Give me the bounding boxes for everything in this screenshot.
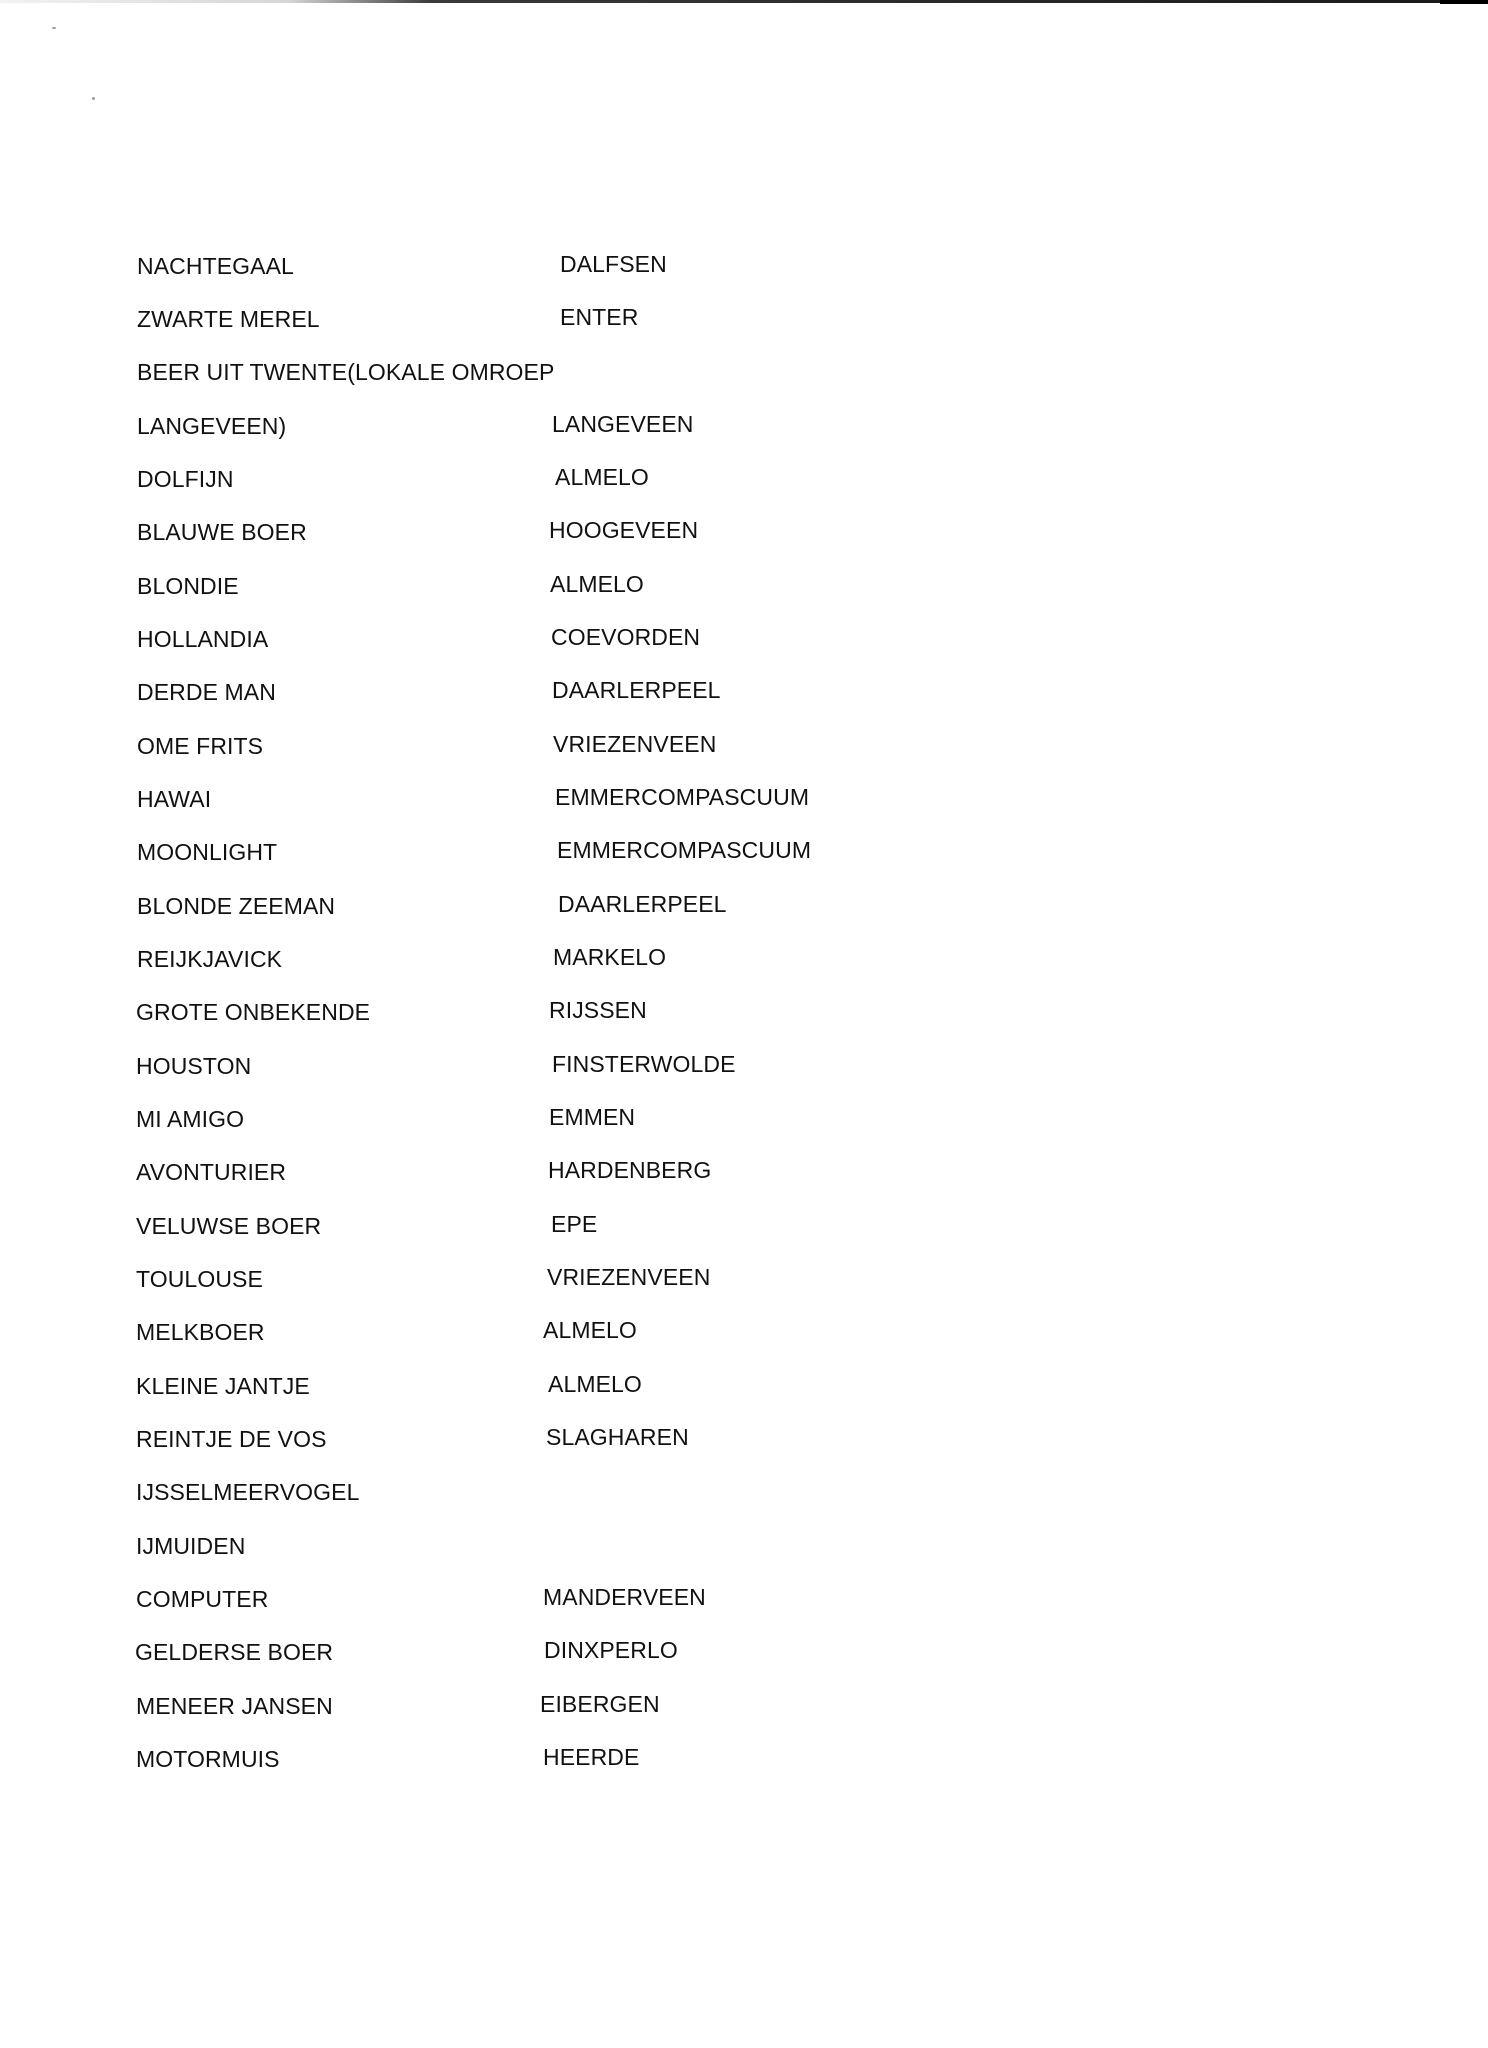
list-row: [0, 572, 1488, 612]
list-row: [0, 465, 1488, 505]
list-row: [0, 358, 1488, 398]
row-place: ALMELO: [550, 571, 644, 597]
row-place: VRIEZENVEEN: [547, 1264, 711, 1290]
row-name: AVONTURIER: [136, 1159, 287, 1185]
list-row: [0, 1638, 1488, 1678]
row-place: LANGEVEEN: [552, 411, 694, 437]
row-place: EIBERGEN: [540, 1691, 660, 1717]
row-name: MI AMIGO: [136, 1106, 245, 1132]
list-row: [0, 305, 1488, 345]
row-name: BLAUWE BOER: [137, 519, 307, 545]
row-place: HEERDE: [543, 1744, 640, 1770]
list-row: [0, 998, 1488, 1038]
row-name: BEER UIT TWENTE(LOKALE OMROEP: [137, 359, 555, 385]
row-name: LANGEVEEN): [137, 413, 287, 439]
list-row: [0, 1212, 1488, 1252]
list-row: [0, 1692, 1488, 1732]
list-row: [0, 1372, 1488, 1412]
row-place: SLAGHAREN: [546, 1424, 689, 1450]
list-row: [0, 1265, 1488, 1305]
list-row: [0, 252, 1488, 292]
row-name: GROTE ONBEKENDE: [136, 999, 371, 1025]
row-name: HOLLANDIA: [137, 626, 269, 652]
list-row: [0, 625, 1488, 665]
row-place: DALFSEN: [560, 251, 667, 277]
row-place: EMMERCOMPASCUUM: [557, 837, 812, 863]
list-row: [0, 678, 1488, 718]
row-place: MANDERVEEN: [543, 1584, 706, 1610]
row-name: VELUWSE BOER: [136, 1213, 322, 1239]
row-place: FINSTERWOLDE: [552, 1051, 736, 1077]
row-name: HAWAI: [137, 786, 212, 812]
row-place: DINXPERLO: [544, 1637, 678, 1663]
row-place: ALMELO: [548, 1371, 642, 1397]
row-name: COMPUTER: [136, 1586, 269, 1612]
row-name: IJSSELMEERVOGEL: [136, 1479, 360, 1505]
row-name: HOUSTON: [136, 1053, 252, 1079]
list-row: [0, 945, 1488, 985]
row-name: OME FRITS: [137, 733, 264, 759]
row-name: KLEINE JANTJE: [136, 1373, 310, 1399]
row-place: EPE: [551, 1211, 598, 1237]
list-row: [0, 732, 1488, 772]
row-place: VRIEZENVEEN: [553, 731, 717, 757]
row-place: EMMERCOMPASCUUM: [555, 784, 810, 810]
list-row: [0, 785, 1488, 825]
row-place: EMMEN: [549, 1104, 636, 1130]
list-row: [0, 1318, 1488, 1358]
list-row: [0, 1585, 1488, 1625]
row-place: HOOGEVEEN: [549, 517, 699, 543]
row-name: REINTJE DE VOS: [136, 1426, 327, 1452]
list-row: [0, 838, 1488, 878]
row-name: REIJKJAVICK: [137, 946, 283, 972]
row-name: MOTORMUIS: [136, 1746, 280, 1772]
row-name: IJMUIDEN: [136, 1533, 246, 1559]
row-place: RIJSSEN: [549, 997, 647, 1023]
list-row: [0, 1158, 1488, 1198]
row-name: TOULOUSE: [136, 1266, 263, 1292]
list-row: [0, 518, 1488, 558]
row-name: ZWARTE MEREL: [137, 306, 320, 332]
row-place: HARDENBERG: [548, 1157, 712, 1183]
row-place: ENTER: [560, 304, 639, 330]
row-name: BLONDE ZEEMAN: [137, 893, 336, 919]
row-name: MELKBOER: [136, 1319, 265, 1345]
row-place: COEVORDEN: [551, 624, 701, 650]
row-name: NACHTEGAAL: [137, 253, 294, 279]
list-row: [0, 892, 1488, 932]
row-name: DERDE MAN: [137, 679, 276, 705]
list-row: [0, 1052, 1488, 1092]
row-name: DOLFIJN: [137, 466, 234, 492]
list-row: [0, 1745, 1488, 1785]
row-name: MENEER JANSEN: [136, 1693, 333, 1719]
row-name: GELDERSE BOER: [135, 1639, 334, 1665]
list-row: [0, 1532, 1488, 1572]
row-place: MARKELO: [553, 944, 667, 970]
list-row: [0, 1425, 1488, 1465]
list-row: [0, 412, 1488, 452]
row-place: DAARLERPEEL: [558, 891, 727, 917]
list-row: [0, 1478, 1488, 1518]
list-row: [0, 1105, 1488, 1145]
row-name: MOONLIGHT: [137, 839, 278, 865]
row-place: ALMELO: [555, 464, 649, 490]
row-name: BLONDIE: [137, 573, 239, 599]
row-place: ALMELO: [543, 1317, 637, 1343]
row-place: DAARLERPEEL: [552, 677, 721, 703]
